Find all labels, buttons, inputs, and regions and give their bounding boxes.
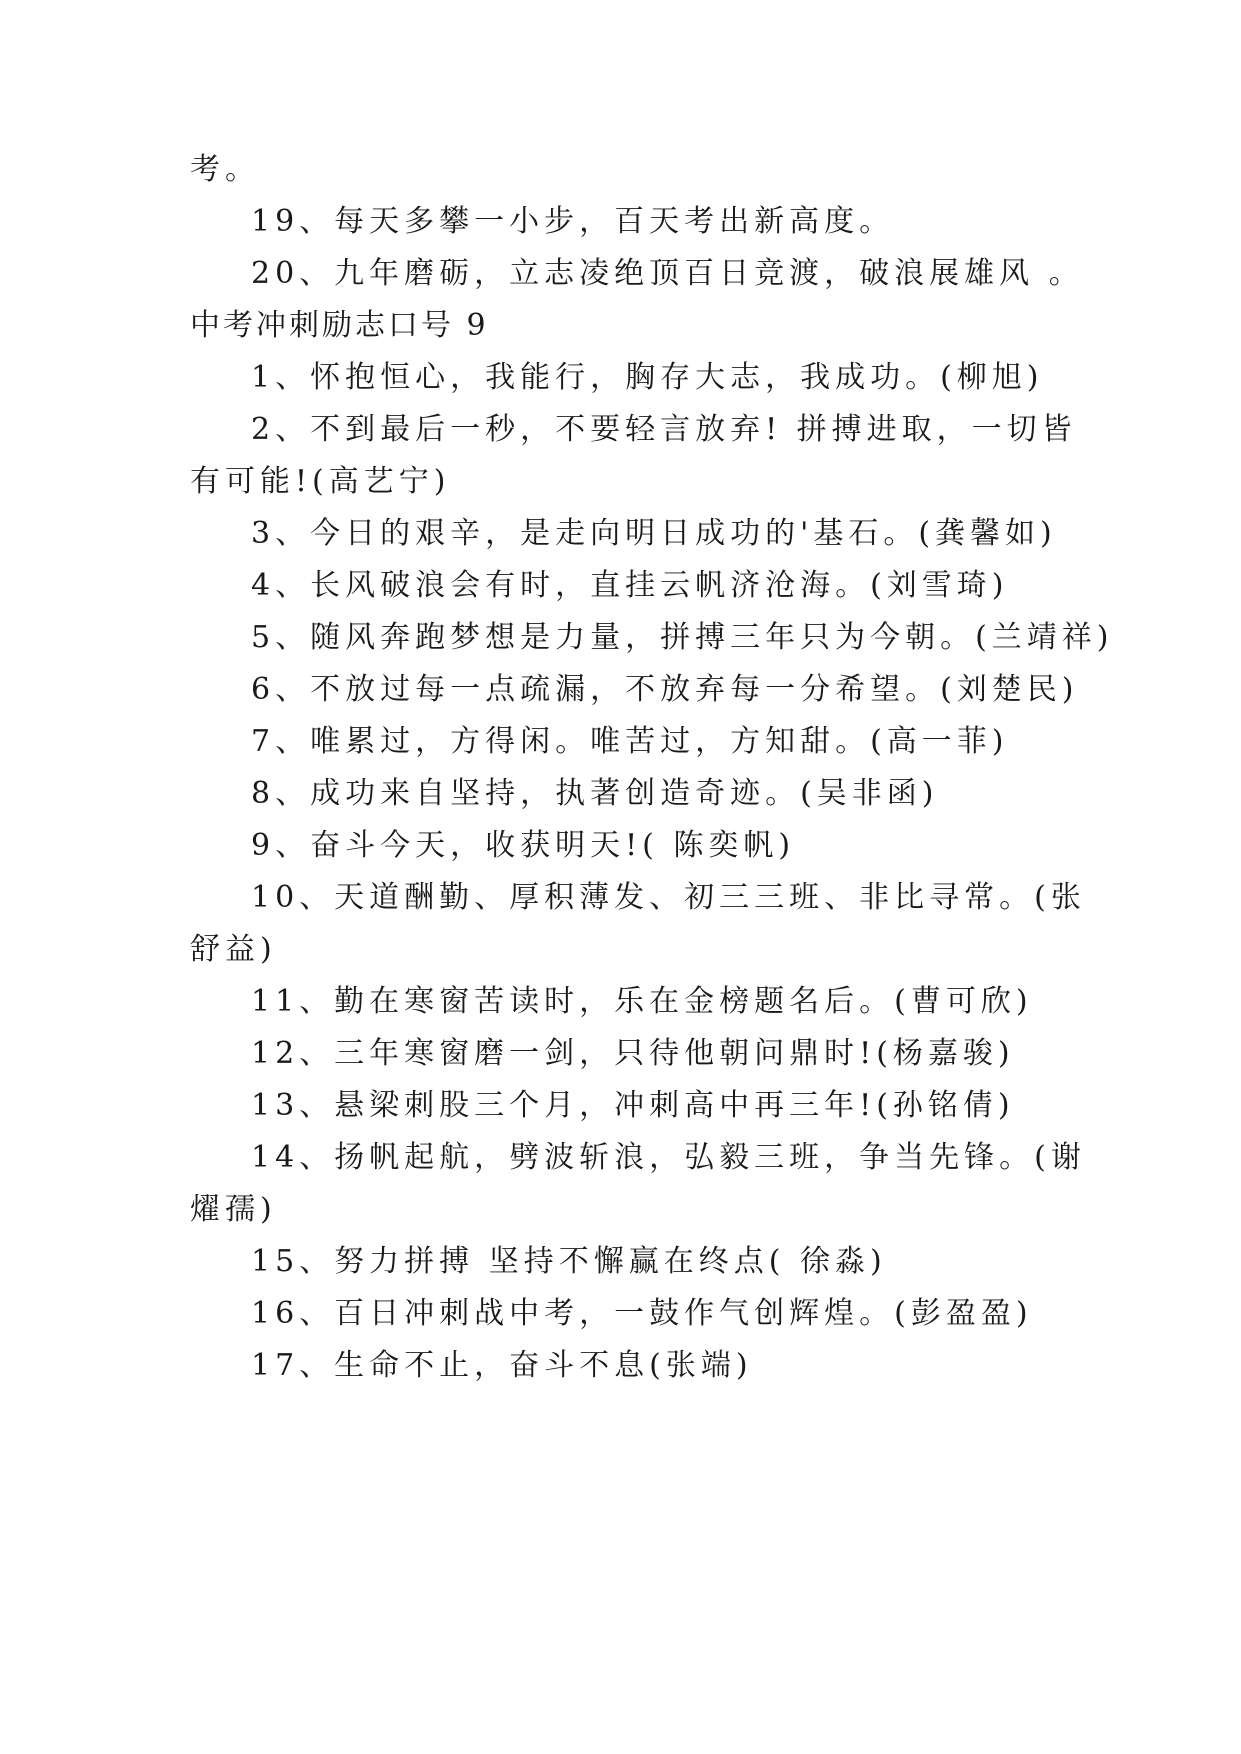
slogan-16: 16、百日冲刺战中考，一鼓作气创辉煌。(彭盈盈) [251,1296,1033,1331]
text-line-continuation: 考。 [190,152,260,187]
slogan-12: 12、三年寒窗磨一剑，只待他朝问鼎时!(杨嘉骏) [251,1036,1015,1071]
section-heading: 中考冲刺励志口号 9 [190,308,489,343]
slogan-20: 20、九年磨砺，立志凌绝顶百日竞渡，破浪展雄风 。 [251,256,1084,291]
slogan-8: 8、成功来自坚持，执著创造奇迹。(吴非函) [251,776,939,811]
slogan-17: 17、生命不止，奋斗不息(张端) [251,1348,753,1383]
slogan-10: 10、天道酬勤、厚积薄发、初三三班、非比寻常。(张 [251,880,1086,915]
slogan-3: 3、今日的艰辛，是走向明日成功的'基石。(龚馨如) [251,516,1057,551]
slogan-14-continuation: 燿孺) [190,1192,277,1227]
slogan-2-continuation: 有可能!(高艺宁) [190,464,451,499]
slogan-15: 15、努力拼搏 坚持不懈赢在终点( 徐淼) [251,1244,887,1279]
slogan-4: 4、长风破浪会有时，直挂云帆济沧海。(刘雪琦) [251,568,1009,603]
slogan-13: 13、悬梁刺股三个月，冲刺高中再三年!(孙铭倩) [251,1088,1015,1123]
slogan-2: 2、不到最后一秒，不要轻言放弃! 拼搏进取，一切皆 [251,412,1077,447]
slogan-6: 6、不放过每一点疏漏，不放弃每一分希望。(刘楚民) [251,672,1079,707]
slogan-19: 19、每天多攀一小步，百天考出新高度。 [251,204,895,239]
slogan-7: 7、唯累过，方得闲。唯苦过，方知甜。(高一菲) [251,724,1009,759]
slogan-9: 9、奋斗今天，收获明天!( 陈奕帆) [251,828,796,863]
slogan-11: 11、勤在寒窗苦读时，乐在金榜题名后。(曹可欣) [251,984,1033,1019]
slogan-10-continuation: 舒益) [190,932,277,967]
slogan-5: 5、随风奔跑梦想是力量，拼搏三年只为今朝。(兰靖祥) [251,620,1114,655]
slogan-14: 14、扬帆起航，劈波斩浪，弘毅三班，争当先锋。(谢 [251,1140,1086,1175]
slogan-1: 1、怀抱恒心，我能行，胸存大志，我成功。(柳旭) [251,360,1044,395]
